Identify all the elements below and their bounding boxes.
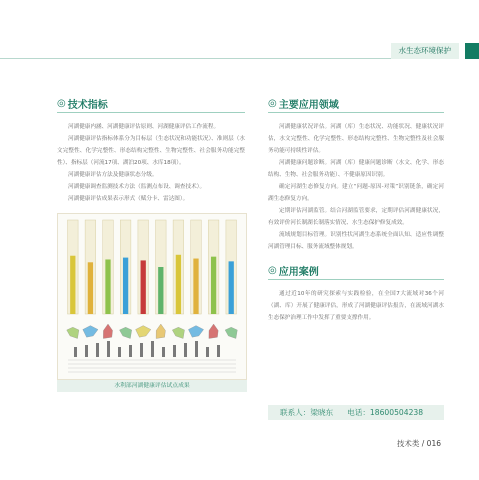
radar-chart-mark — [188, 326, 203, 338]
radar-chart-mark — [156, 324, 165, 339]
radar-chart-mark — [225, 327, 237, 338]
summary-bar-mark — [206, 347, 209, 357]
summary-bar-mark — [151, 341, 154, 357]
contact-bar — [268, 405, 444, 420]
circle-bullet-icon: ◎ — [57, 97, 66, 109]
summary-bar-mark — [162, 347, 165, 357]
score-bar — [141, 260, 146, 314]
radar-chart-mark — [120, 327, 132, 338]
left-paragraph-1: 河湖健康内涵、河湖健康评估原则、河湖健康评估工作流程。 — [68, 124, 220, 130]
radar-chart-mark — [83, 326, 98, 338]
case-heading — [268, 263, 444, 277]
summary-bar-mark — [74, 347, 77, 357]
right-paragraph-4: 定期评估河湖监管。结合河湖监管要求，定期评估河湖健康状况，有效评价河长制湖长制落实情况、水生态保护修复成效。 — [268, 208, 444, 226]
score-bar — [211, 257, 216, 314]
application-heading — [268, 96, 444, 110]
tech-index-title: 技术指标 — [67, 99, 108, 111]
left-paragraph-2: 河湖健康评估指标体系分为目标层（生态状况和功能状况）、准则层（水文完整性、化学完整性、形态结构完整性、生物完整性、社会服务功能完整性）、指标层（河流17项、湖泊20项、水库18项）。 — [57, 136, 245, 166]
summary-bar-mark — [217, 345, 220, 357]
section-header — [0, 43, 479, 60]
tech-index-heading — [57, 96, 245, 110]
right-paragraph-3: 确定河湖生态修复方向。建立“问题-原因-对策”识别链条，确定河湖生态修复方向。 — [268, 184, 444, 202]
radar-chart-mark — [209, 324, 218, 339]
case-paragraph: 通过近10年的研究探索与实践检验，在全国7大流域对36个河（湖、库）开展了健康评估，形成了河湖健康评估报告，在流域河湖水生态保护治理工作中发挥了重要支撑作用。 — [268, 291, 444, 321]
heading-underline — [268, 112, 444, 113]
score-bar — [105, 259, 110, 314]
section-tag: 水生态环境保护 — [391, 43, 460, 59]
radar-chart-mark — [67, 327, 79, 338]
summary-bar-mark — [85, 345, 88, 357]
radar-chart-mark — [103, 324, 112, 339]
summary-bar-mark — [118, 347, 121, 357]
right-column — [268, 96, 444, 324]
heading-underline — [57, 112, 245, 113]
figure-caption: 水利部河湖健康评估试点成果 — [57, 380, 247, 392]
summary-bar-mark — [184, 343, 187, 357]
case-title: 应用案例 — [278, 266, 319, 278]
contact-person: 联系人：梁晓东 — [280, 408, 334, 417]
right-paragraph-2: 河湖健康问题诊断。河湖（库）健康问题诊断（水文、化学、形态结构、生物、社会服务功能）、不健康原因识别。 — [268, 160, 444, 178]
assessment-chart — [58, 214, 246, 379]
radar-chart-mark — [172, 327, 184, 338]
summary-bar-mark — [173, 345, 176, 357]
application-title: 主要应用领域 — [278, 99, 339, 111]
score-bar — [70, 256, 75, 314]
radar-chart-mark — [136, 326, 151, 338]
score-bar — [158, 267, 163, 314]
summary-bar-mark — [129, 345, 132, 357]
score-bar — [88, 262, 93, 314]
score-bar — [193, 259, 198, 314]
summary-bar-mark — [107, 341, 110, 357]
summary-bar-mark — [195, 341, 198, 357]
right-paragraph-1: 河湖健康状况评估。河湖（库）生态状况、功能状况、健康状况评估，水文完整性、化学完整性、形态结构完整性、生物完整性及社会服务功能可持续性评估。 — [268, 124, 444, 154]
circle-bullet-icon: ◎ — [268, 97, 277, 109]
contact-phone: 电话：18600504238 — [347, 408, 424, 417]
heading-underline — [268, 279, 444, 280]
score-bar — [123, 258, 128, 314]
left-paragraph-5: 河湖健康评估成果表示形式（赋分卡、雷达图）。 — [68, 196, 189, 202]
circle-bullet-icon: ◎ — [268, 264, 277, 276]
page-number: 技术类 / 016 — [396, 439, 441, 448]
score-bar — [176, 255, 181, 314]
left-paragraph-3: 河湖健康评估方法及健康状态分级。 — [68, 172, 158, 178]
summary-bar-mark — [140, 343, 143, 357]
left-paragraph-4: 河湖健康调查监测技术方法（监测点布设、调查技术）。 — [68, 184, 206, 190]
header-accent-block — [465, 43, 479, 59]
left-column — [57, 96, 245, 205]
summary-bar-mark — [96, 343, 99, 357]
right-paragraph-5: 流域规划目标管理。识别性状河湖生态系统全面认知、适应性调整河湖管理目标、服务流域整体规划。 — [268, 232, 444, 250]
score-bar — [229, 261, 234, 314]
assessment-figure — [57, 213, 247, 380]
